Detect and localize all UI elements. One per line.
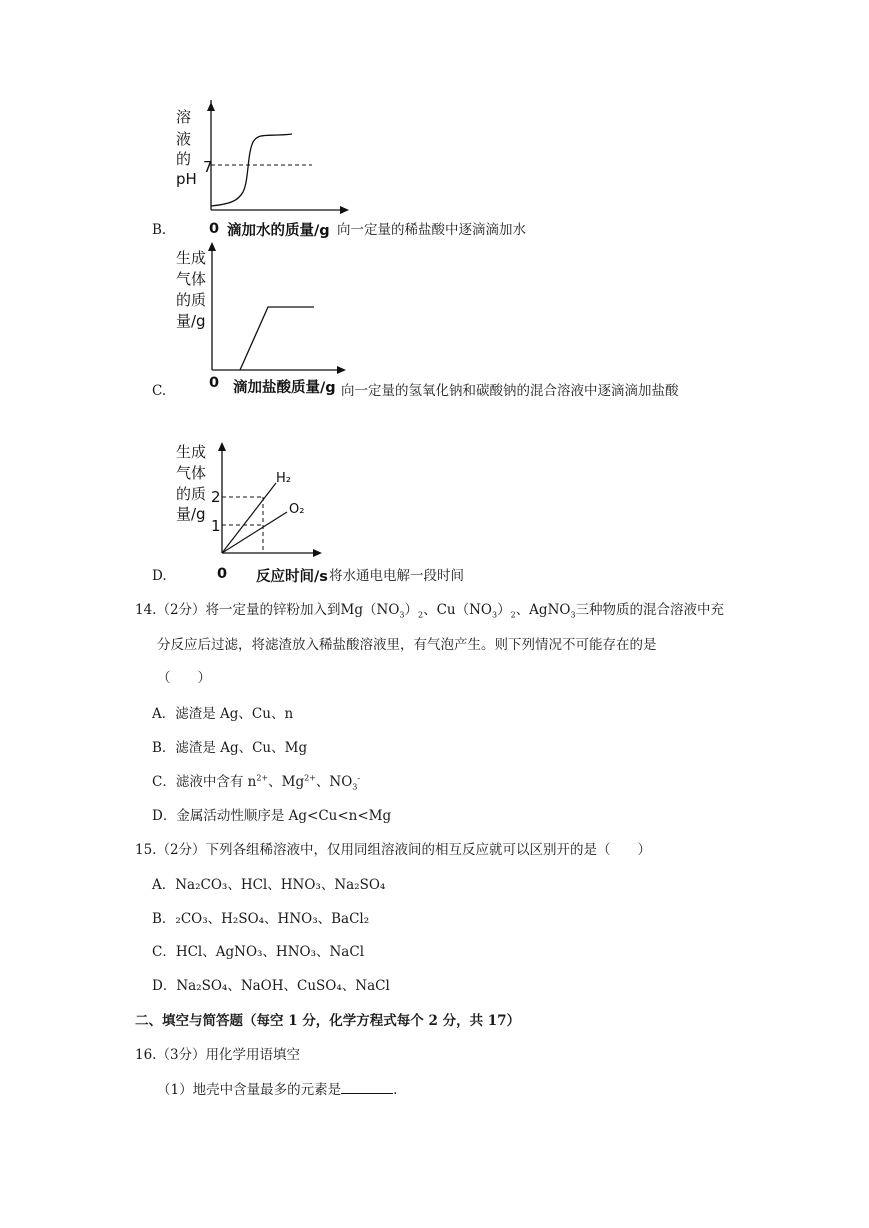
- graph-d-plot: [210, 440, 330, 560]
- graph-b-plot: [200, 100, 350, 220]
- graph-d-y-label-1: 生成: [176, 443, 207, 461]
- q16-answer-blank[interactable]: [341, 1080, 393, 1094]
- graph-d-x-label: 反应时间/s: [256, 569, 328, 585]
- graph-d-y-label-2: 气体: [176, 464, 207, 482]
- graph-d-o2-label: O₂: [289, 502, 305, 517]
- q15-stem: 15.（2分）下列各组稀溶液中，仅用同组溶液间的相互反应就可以区别开的是（ ）: [135, 842, 652, 858]
- q16-stem: 16.（3分）用化学用语填空: [135, 1047, 301, 1063]
- graph-c-y-label-4: 量/g: [176, 312, 206, 330]
- section-2-title: 二、填空与简答题（每空 1 分，化学方程式每个 2 分，共 17）: [135, 1013, 521, 1029]
- graph-b-y-label-4: pH: [176, 170, 197, 188]
- graph-d-y-label-4: 量/g: [176, 505, 206, 523]
- graph-b-caption: 向一定量的稀盐酸中逐滴滴加水: [337, 222, 526, 238]
- graph-b-y-label-1: 溶: [176, 108, 192, 126]
- graph-c-y-label-3: 的质: [176, 291, 207, 309]
- graph-c-x-label: 滴加盐酸质量/g: [233, 380, 336, 396]
- graph-b-origin: 0: [209, 221, 220, 237]
- graph-c-y-label-2: 气体: [176, 270, 207, 288]
- graph-c-y-label-1: 生成: [176, 249, 207, 267]
- graph-b-y-label-2: 液: [176, 130, 192, 148]
- q14-stem-line2: 分反应后过滤，将滤渣放入稀盐酸溶液里，有气泡产生。则下列情况不可能存在的是: [157, 637, 657, 653]
- q14-option-b: B．滤渣是 Ag、Cu、Mg: [152, 740, 308, 756]
- graph-b-tick-7: 7: [203, 158, 213, 176]
- q16-sub1: （1）地壳中含量最多的元素是 .: [157, 1082, 398, 1098]
- graph-d-y-label-3: 的质: [176, 485, 207, 503]
- q15-option-b: B．₂CO₃、H₂SO₄、HNO₃、BaCl₂: [152, 911, 370, 927]
- q14-option-d: D．金属活动性顺序是 Ag<Cu<n<Mg: [152, 808, 392, 824]
- q15-option-c: C．HCl、AgNO₃、HNO₃、NaCl: [152, 944, 365, 960]
- graph-d-h2-label: H₂: [276, 471, 291, 486]
- option-c-letter: C.: [152, 383, 167, 399]
- graph-b-x-label: 滴加水的质量/g: [227, 223, 330, 239]
- graph-d-origin: 0: [217, 566, 228, 582]
- graph-c-origin: 0: [209, 375, 220, 391]
- q14-option-c: C．滤液中含有 $n^{2+}$、$Mg^{2+}$、$NO_3^-$: [152, 773, 361, 792]
- graph-d-tick-1: 1: [211, 517, 221, 535]
- option-d-letter: D.: [152, 568, 167, 584]
- q14-stem-line1: 14.（2分）将一定量的锌粉加入到$Mg(NO_3)_2$、$Cu(NO_3)_2$、AgNO$_3$三种物质的混合溶液中充: [135, 602, 725, 620]
- graph-d-tick-2: 2: [211, 488, 221, 506]
- q15-option-d: D．Na₂SO₄、NaOH、CuSO₄、NaCl: [152, 978, 390, 994]
- q15-option-a: A．Na₂CO₃、HCl、HNO₃、Na₂SO₄: [152, 877, 386, 893]
- graph-d-caption: 将水通电电解一段时间: [329, 568, 464, 584]
- q14-option-a: A．滤渣是 Ag、Cu、n: [152, 706, 294, 722]
- option-b-letter: B.: [152, 222, 167, 238]
- graph-c-caption: 向一定量的氢氧化钠和碳酸钠的混合溶液中逐滴滴加盐酸: [341, 383, 679, 399]
- q14-stem-line3: （ ）: [157, 670, 211, 686]
- graph-c-plot: [200, 240, 350, 375]
- graph-b-y-label-3: 的: [176, 150, 192, 168]
